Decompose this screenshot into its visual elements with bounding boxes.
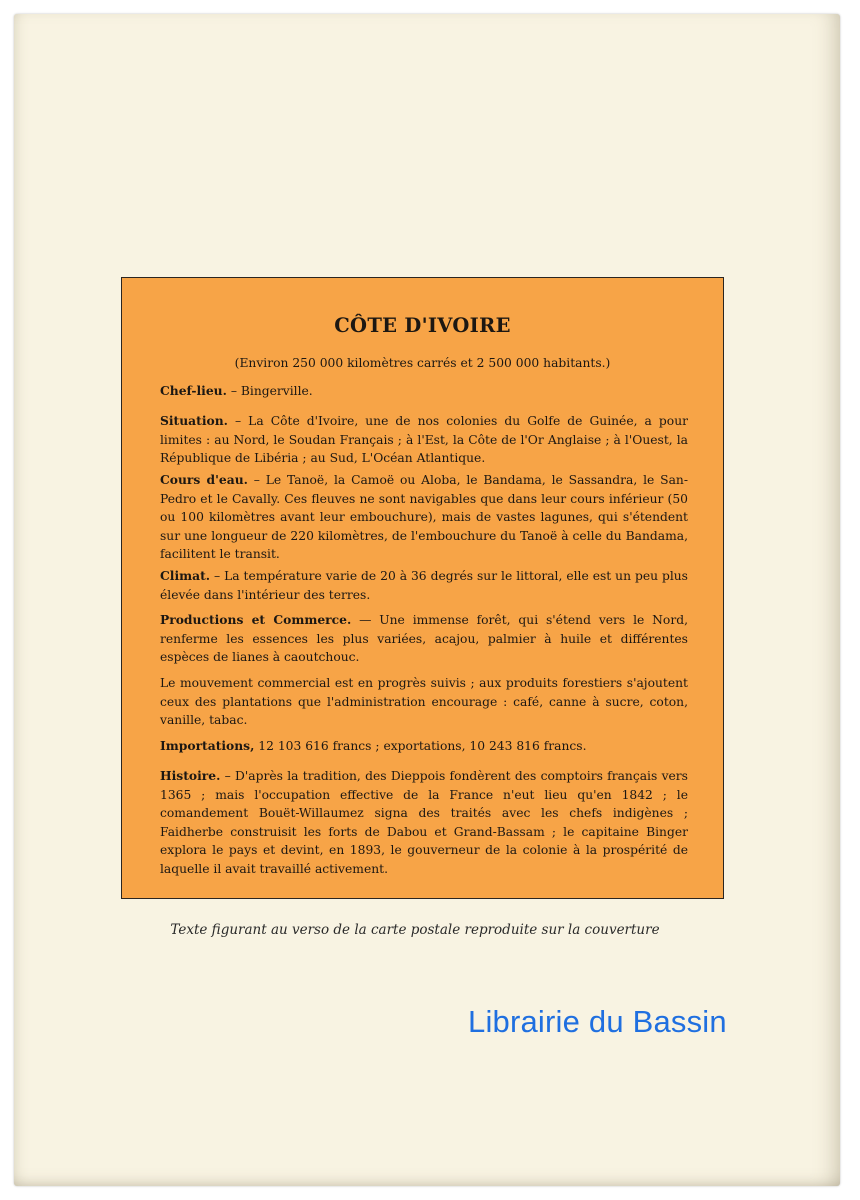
paragraph-histoire — [160, 767, 688, 878]
paragraph-label: Histoire. — [160, 768, 221, 783]
paragraph-text: — Une immense forêt, qui s'étend vers le Nord, renferme les essences les plus variées, acajou, palmier à huile et différentes espèces de lianes à caoutchouc. — [160, 613, 688, 664]
paragraph-importations — [160, 737, 688, 756]
bookshop-watermark: Librairie du Bassin — [468, 1004, 727, 1039]
cover-caption: Texte figurant au verso de la carte postale reproduite sur la couverture — [170, 922, 660, 938]
paragraph-chef-lieu — [160, 382, 688, 401]
paragraph-text: – Le Tanoë, la Camoë ou Aloba, le Bandama, le Sassandra, le San-Pedro et le Cavally. Ces fleuves ne sont navigables que dans leur cours inférieur (50 ou 100 kilomètres avant leur embouchure), mais de vastes lagunes, qui s'étendent sur une longueur de 220 kilomètres, de l'embouchure du Tanoë à celle du Bandama, facilitent le transit. — [160, 473, 688, 561]
info-box — [121, 277, 724, 899]
paragraph-label: Situation. — [160, 413, 228, 428]
box-subtitle: (Environ 250 000 kilomètres carrés et 2 500 000 habitants.) — [234, 356, 611, 370]
paragraph-situation — [160, 412, 688, 468]
box-title: CÔTE D'IVOIRE — [334, 314, 511, 337]
paragraph-label: Chef-lieu. — [160, 383, 227, 398]
paragraph-label: Cours d'eau. — [160, 472, 248, 487]
paragraph-productions — [160, 611, 688, 667]
paragraph-text: – Bingerville. — [226, 384, 313, 398]
paragraph-cours-deau — [160, 471, 688, 564]
paragraph-label: Climat. — [160, 568, 211, 583]
paragraph-label: Productions et Commerce. — [160, 612, 352, 627]
paragraph-climat — [160, 567, 688, 604]
paragraph-label: Importations, — [160, 738, 255, 753]
paragraph-text: – La température varie de 20 à 36 degrés sur le littoral, elle est un peu plus élevée dans l'intérieur des terres. — [160, 569, 688, 602]
paragraph-mouvement-commercial — [160, 674, 688, 730]
paragraph-text: – D'après la tradition, des Dieppois fondèrent des comptoirs français vers 1365 ; mais l'occupation effective de la France n'eut lieu qu'en 1842 ; le comandement Bouët-Willaumez signa des traités avec les chefs indigènes ; Faidherbe construisit les forts de Dabou et Grand-Bassam ; le capitaine Binger explora le pays et devint, en 1893, le gouverneur de la colonie à la prospérité de laquelle il avait travaillé activement. — [160, 769, 688, 876]
paragraph-text: Le mouvement commercial est en progrès suivis ; aux produits forestiers s'ajoutent ceux des plantations que l'administration encourage : café, canne à sucre, coton, vanille, tabac. — [160, 676, 688, 727]
paragraph-text: – La Côte d'Ivoire, une de nos colonies du Golfe de Guinée, a pour limites : au Nord, le Soudan Français ; à l'Est, la Côte de l'Or Anglaise ; à l'Ouest, la République de Libéria ; au Sud, L'Océan Atlantique. — [160, 414, 688, 465]
paragraph-text: 12 103 616 francs ; exportations, 10 243 816 francs. — [254, 739, 587, 753]
